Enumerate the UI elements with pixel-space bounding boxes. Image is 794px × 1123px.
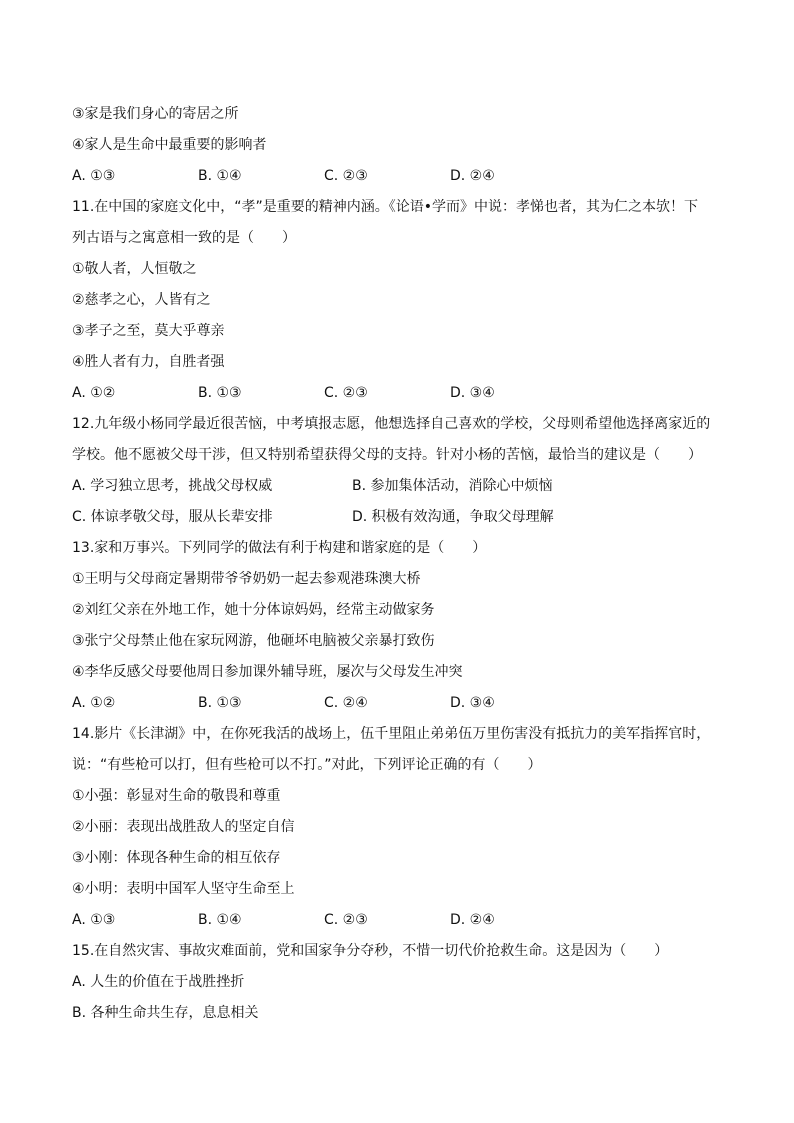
option-a: A. ①②	[72, 695, 116, 711]
answer-options-row-2	[72, 502, 722, 533]
option-b: B. ①③	[198, 385, 242, 401]
statement-3: ③孝子之至，莫大乎尊亲	[72, 323, 225, 339]
question-stem-line-1: 14.影片《长津湖》中，在你死我活的战场上，伍千里阻止弟弟伍万里伤害没有抵抗力的美军指挥官时，	[72, 726, 711, 742]
option-b: B. ①③	[198, 695, 242, 711]
option-b: B. ①④	[198, 912, 242, 928]
statement-1: ①小强：彰显对生命的敬畏和尊重	[72, 788, 281, 804]
answer-options-row-1	[72, 471, 722, 502]
answer-options	[72, 378, 722, 409]
option-c: C. ②③	[324, 168, 368, 184]
statement-1: ①王明与父母商定暑期带爷爷奶奶一起去参观港珠澳大桥	[72, 571, 421, 587]
option-a: A. ①③	[72, 168, 116, 184]
statement-2: ②小丽：表现出战胜敌人的坚定自信	[72, 819, 295, 835]
option-b: B. 各种生命共生存，息息相关	[72, 1005, 259, 1021]
statement-3: ③家是我们身心的寄居之所	[72, 106, 239, 122]
option-a: A. 学习独立思考，挑战父母权威	[72, 478, 273, 494]
question-11	[72, 192, 722, 409]
option-a: A. ①③	[72, 912, 116, 928]
statement-2: ②刘红父亲在外地工作，她十分体谅妈妈，经常主动做家务	[72, 602, 435, 618]
statement-4: ④胜人者有力，自胜者强	[72, 354, 225, 370]
statement-1: ①敬人者，人恒敬之	[72, 261, 197, 277]
option-d: D. ③④	[450, 385, 495, 401]
option-d: D. ③④	[450, 695, 495, 711]
option-d: D. 积极有效沟通，争取父母理解	[352, 509, 554, 525]
question-stem-line-1: 11.在中国的家庭文化中，“孝”是重要的精神内涵。《论语•学而》中说：孝悌也者，其为仁之本欤！下	[72, 199, 699, 215]
question-stem-line-2: 学校。他不愿被父母干涉，但又特别希望获得父母的支持。针对小杨的苦恼，最恰当的建议是（ ）	[72, 447, 702, 463]
statement-4: ④小明：表明中国军人坚守生命至上	[72, 881, 295, 897]
option-d: D. ②④	[450, 912, 495, 928]
question-stem-line-2: 说：“有些枪可以打，但有些枪可以不打。”对此，下列评论正确的有（ ）	[72, 757, 542, 773]
statement-3: ③张宁父母禁止他在家玩网游，他砸坏电脑被父亲暴打致伤	[72, 633, 435, 649]
answer-options	[72, 161, 722, 192]
option-b: B. 参加集体活动，消除心中烦恼	[352, 478, 553, 494]
question-stem-line-2: 列古语与之寓意相一致的是（ ）	[72, 230, 296, 246]
option-c: C. ②③	[324, 912, 368, 928]
option-a: A. 人生的价值在于战胜挫折	[72, 974, 245, 990]
question-13	[72, 533, 722, 719]
statement-2: ②慈孝之心，人皆有之	[72, 292, 211, 308]
question-stem-line-1: 12.九年级小杨同学最近很苦恼，中考填报志愿，他想选择自己喜欢的学校，父母则希望他选择离家近的	[72, 416, 711, 432]
answer-options	[72, 688, 722, 719]
question-stem: 13.家和万事兴。下列同学的做法有利于构建和谐家庭的是（ ）	[72, 540, 487, 556]
statement-3: ③小刚：体现各种生命的相互依存	[72, 850, 281, 866]
statement-4: ④家人是生命中最重要的影响者	[72, 137, 267, 153]
question-12	[72, 409, 722, 533]
answer-options	[72, 905, 722, 936]
statement-4: ④李华反感父母要他周日参加课外辅导班，屡次与父母发生冲突	[72, 664, 463, 680]
question-stem: 15.在自然灾害、事故灾难面前，党和国家争分夺秒，不惜一切代价抢救生命。这是因为（ ）	[72, 943, 669, 959]
question-15	[72, 936, 722, 1029]
option-d: D. ②④	[450, 168, 495, 184]
question-14	[72, 719, 722, 936]
option-a: A. ①②	[72, 385, 116, 401]
option-c: C. ②③	[324, 385, 368, 401]
page-content	[72, 99, 722, 1029]
option-c: C. 体谅孝敬父母，服从长辈安排	[72, 509, 273, 525]
question-10	[72, 99, 722, 192]
option-b: B. ①④	[198, 168, 242, 184]
option-c: C. ②④	[324, 695, 368, 711]
